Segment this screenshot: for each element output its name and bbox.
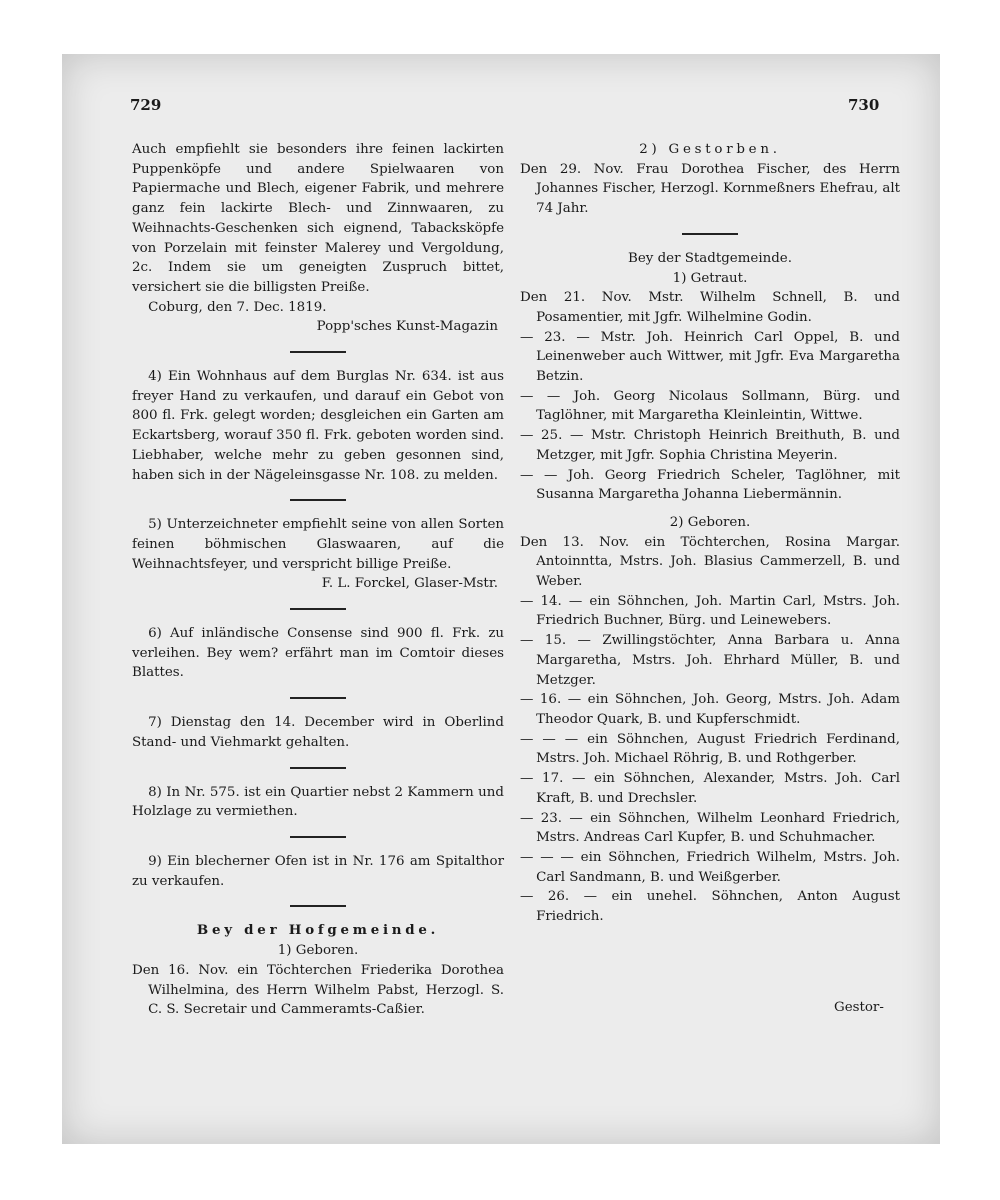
notice-item-7: 7) Dienstag den 14. December wird in Oberlind Stand- und Viehmarkt gehalten.: [132, 715, 504, 750]
left-column: [132, 140, 504, 1020]
catchword: Gestor-: [834, 1000, 884, 1015]
section-divider: [290, 608, 346, 610]
getraut-entry: — 25. — Mstr. Christoph Heinrich Breithuth, B. und Metzger, mit Jgfr. Sophia Christina Meyerin.: [520, 428, 900, 463]
left-page-number: 729: [130, 96, 162, 114]
geboren-entry: — 23. — ein Söhnchen, Wilhelm Leonhard Friedrich, Mstrs. Andreas Carl Kupfer, B. und Schuhmacher.: [520, 810, 900, 846]
geboren-entry: — — — ein Söhnchen, August Friedrich Ferdinand, Mstrs. Joh. Michael Röhrig, B. und Rothgerber.: [520, 731, 900, 767]
geboren-heading: 2) Geboren.: [669, 514, 751, 530]
section-divider: [290, 499, 346, 501]
geboren-entry: — 15. — Zwillingstöchter, Anna Barbara u. Anna Margaretha, Mstrs. Joh. Ehrhard Müller, B. und Metzger.: [520, 633, 900, 688]
getraut-entry: — — Joh. Georg Nicolaus Sollmann, Bürg. und Taglöhner, mit Margaretha Kleinleintin, Wittwe.: [520, 388, 900, 424]
notice-item-5-signature: F. L. Forckel, Glaser-Mstr.: [321, 576, 498, 592]
section-divider: [290, 905, 346, 907]
geboren-entry: — 16. — ein Söhnchen, Joh. Georg, Mstrs. Joh. Adam Theodor Quark, B. und Kupferschmidt.: [520, 692, 900, 727]
section-divider: [682, 233, 738, 235]
notice-item-9: 9) Ein blecherner Ofen ist in Nr. 176 am Spitalthor zu verkaufen.: [132, 853, 504, 889]
kunstmagazin-signature: Popp'sches Kunst-Magazin: [316, 319, 498, 335]
hofgemeinde-subheading: 1) Geboren.: [277, 943, 359, 959]
gestorben-entry: Den 29. Nov. Frau Dorothea Fischer, des Herrn Johannes Fischer, Herzogl. Kornmeßners Ehefrau, alt 74 Jahr.: [520, 161, 900, 217]
getraut-heading: 1) Getraut.: [672, 270, 748, 286]
notice-item-5: 5) Unterzeichneter empfiehlt seine von allen Sorten feinen böhmischen Glaswaaren, auf die Weihnachtsfeyer, und verspricht billige Preiße.: [132, 517, 504, 572]
kunstmagazin-place-date: Coburg, den 7. Dec. 1819.: [148, 299, 327, 315]
section-divider: [290, 836, 346, 838]
hofgemeinde-birth-entry: Den 16. Nov. ein Töchterchen Friederika Dorothea Wilhelmina, des Herrn Wilhelm Pabst, Herzogl. S. C. S. Secretair und Cammeramts-Caßier.: [132, 962, 504, 1018]
section-divider: [290, 697, 346, 699]
section-divider: [290, 767, 346, 769]
getraut-entry: — — Joh. Georg Friedrich Scheler, Taglöhner, mit Susanna Margaretha Johanna Liebermännin.: [520, 467, 900, 503]
hofgemeinde-heading: Bey der Hofgemeinde.: [196, 922, 440, 939]
notice-item-6: 6) Auf inländische Consense sind 900 fl. Frk. zu verleihen. Bey wem? erfährt man im Comtoir dieses Blattes.: [132, 626, 504, 681]
gestorben-heading: 2) Gestorben.: [639, 142, 781, 157]
section-divider: [290, 351, 346, 353]
geboren-entry: — — — ein Söhnchen, Friedrich Wilhelm, Mstrs. Joh. Carl Sandmann, B. und Weißgerber.: [520, 849, 900, 885]
geboren-entry: Den 13. Nov. ein Töchterchen, Rosina Margar. Antoinntta, Mstrs. Joh. Blasius Cammerzell, B. und Weber.: [520, 534, 900, 590]
notice-item-8: 8) In Nr. 575. ist ein Quartier nebst 2 Kammern und Holzlage zu vermiethen.: [132, 784, 504, 820]
stadtgemeinde-heading: Bey der Stadtgemeinde.: [627, 250, 792, 266]
geboren-entry: — 17. — ein Söhnchen, Alexander, Mstrs. Joh. Carl Kraft, B. und Drechsler.: [520, 771, 900, 806]
getraut-entry: Den 21. Nov. Mstr. Wilhelm Schnell, B. und Posamentier, mit Jgfr. Wilhelmine Godin.: [520, 290, 900, 325]
getraut-entry: — 23. — Mstr. Joh. Heinrich Carl Oppel, B. und Leinenweber auch Wittwer, mit Jgfr. Eva Margaretha Betzin.: [520, 329, 900, 385]
right-column: [520, 140, 900, 927]
notice-item-4: 4) Ein Wohnhaus auf dem Burglas Nr. 634. ist aus freyer Hand zu verkaufen, und darauf ein Gebot von 800 fl. Frk. gelegt worden; desgleichen ein Garten am Eckartsberg, worauf 350 fl. Frk. geboten worden sind. Liebhaber, welche mehr zu geben gesonnen sind, haben sich in der Nägeleinsgasse Nr. 108. zu melden.: [132, 369, 504, 483]
right-page-number: 730: [848, 96, 880, 114]
kunstmagazin-ad-text: Auch empfiehlt sie besonders ihre feinen lackirten Puppenköpfe und andere Spielwaaren von Papiermache und Blech, eigener Fabrik, und mehrere ganz fein lackirte Blech- und Zinnwaaren, zu Weihnachts-Geschenken sich eignend, Tabacksköpfe von Porzelain mit feinster Malerey und Vergoldung, 2c. Indem sie um geneigten Zuspruch bittet, versichert sie die billigsten Preiße.: [132, 142, 504, 295]
geboren-entry: — 26. — ein unehel. Söhnchen, Anton August Friedrich.: [520, 889, 900, 925]
geboren-entry: — 14. — ein Söhnchen, Joh. Martin Carl, Mstrs. Joh. Friedrich Buchner, Bürg. und Leinewebers.: [520, 593, 900, 629]
